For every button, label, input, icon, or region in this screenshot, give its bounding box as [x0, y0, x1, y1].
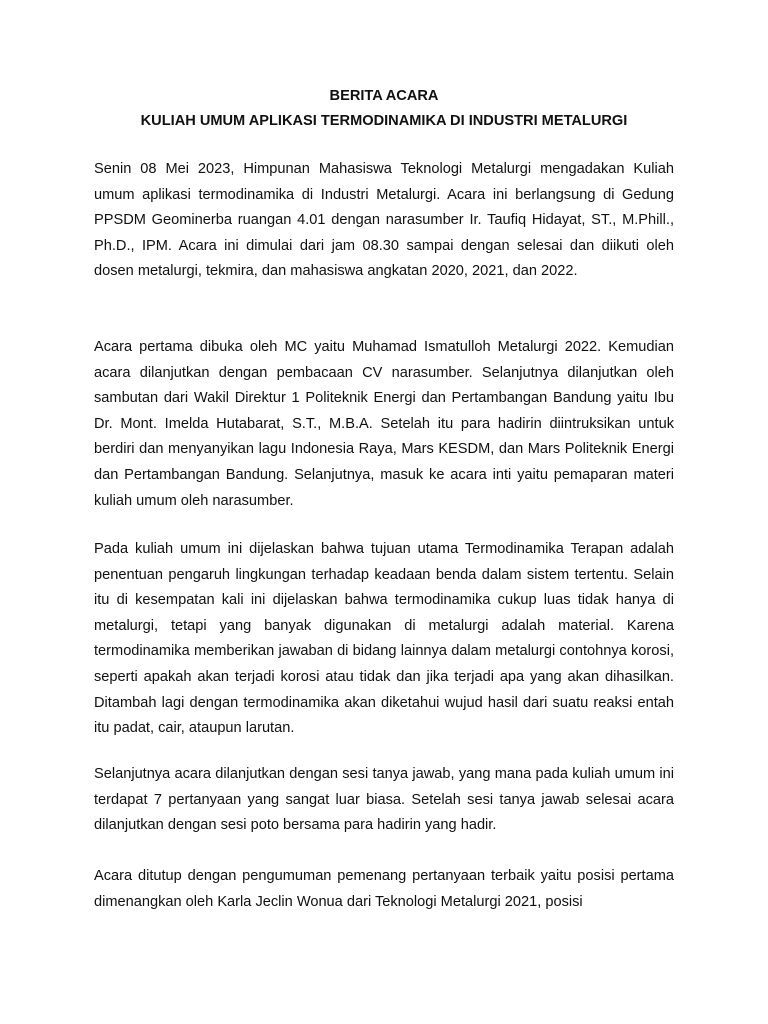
paragraph-event-opening: Acara pertama dibuka oleh MC yaitu Muhamad Ismatulloh Metalurgi 2022. Kemudian acara dilanjutkan dengan pembacaan CV narasumber. Selanjutnya dilanjutkan oleh sambutan dari Wakil Direktur 1 Politeknik Energi dan Pertambangan Bandung yaitu Ibu Dr. Mont. Imelda Hutabarat, S.T., M.B.A. Setelah itu para hadirin diintruksikan untuk berdiri dan menyanyikan lagu Indonesia Raya, Mars KESDM, dan Mars Politeknik Energi dan Pertambangan Bandung. Selanjutnya, masuk ke acara inti yaitu pemaparan materi kuliah umum oleh narasumber. — [94, 339, 674, 509]
paragraph-closing: Acara ditutup dengan pengumuman pemenang pertanyaan terbaik yaitu posisi pertama dimenangkan oleh Karla Jeclin Wonua dari Teknologi Metalurgi 2021, posisi — [94, 868, 674, 910]
paragraph-qa-session: Selanjutnya acara dilanjutkan dengan sesi tanya jawab, yang mana pada kuliah umum ini terdapat 7 pertanyaan yang sangat luar biasa. Setelah sesi tanya jawab selesai acara dilanjutkan dengan sesi poto bersama para hadirin yang hadir. — [94, 766, 674, 834]
document-subtitle: KULIAH UMUM APLIKASI TERMODINAMIKA DI INDUSTRI METALURGI — [140, 113, 628, 129]
document-title: BERITA ACARA — [329, 88, 439, 104]
paragraph-lecture-content: Pada kuliah umum ini dijelaskan bahwa tujuan utama Termodinamika Terapan adalah penentuan pengaruh lingkungan terhadap keadaan benda dalam sistem tertentu. Selain itu di kesempatan kali ini dijelaskan bahwa termodinamika cukup luas tidak hanya di metalurgi, tetapi yang banyak digunakan di metalurgi adalah material. Karena termodinamika memberikan jawaban di bidang lainnya dalam metalurgi contohnya korosi, seperti apakah akan terjadi korosi atau tidak dan jika terjadi apa yang akan dihasilkan. Ditambah lagi dengan termodinamika akan diketahui wujud hasil dari suatu reaksi entah itu padat, cair, ataupun larutan. — [94, 541, 674, 737]
paragraph-opening: Senin 08 Mei 2023, Himpunan Mahasiswa Teknologi Metalurgi mengadakan Kuliah umum aplikasi termodinamika di Industri Metalurgi. Acara ini berlangsung di Gedung PPSDM Geominerba ruangan 4.01 dengan narasumber Ir. Taufiq Hidayat, ST., M.Phill., Ph.D., IPM. Acara ini dimulai dari jam 08.30 sampai dengan selesai dan diikuti oleh dosen metalurgi, tekmira, dan mahasiswa angkatan 2020, 2021, dan 2022. — [94, 161, 674, 280]
